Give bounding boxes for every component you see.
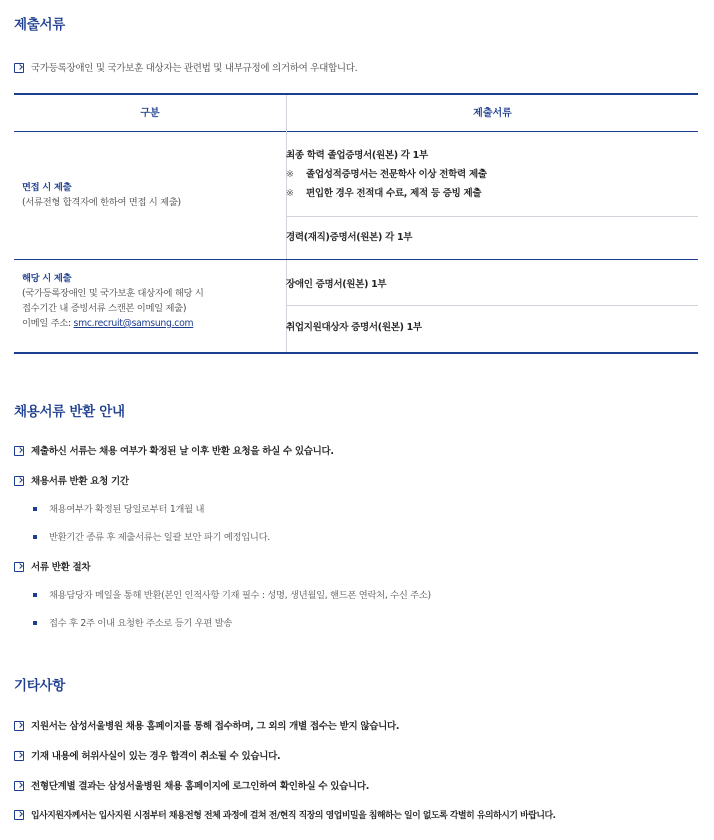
doc-employment-support: 취업지원대상자 증명서(원본) 1부: [286, 322, 422, 333]
table-header: [14, 95, 698, 132]
doc-diploma-note-1: ※ 졸업성적증명서는 전문학사 이상 전학력 제출: [286, 169, 487, 180]
group-applicable-desc-1: (국가등록장애인 및 국가보훈 대상자에 해당 시: [22, 288, 204, 299]
note-line: [14, 60, 357, 74]
header-documents: 제출서류: [473, 108, 512, 119]
square-bullet-icon: [33, 507, 37, 511]
checkbox-icon: [14, 446, 24, 456]
checkbox-icon: [14, 562, 24, 572]
email-label: 이메일 주소:: [22, 318, 74, 329]
checkbox-icon: [14, 63, 24, 73]
group-applicable-desc-2: 접수기간 내 증빙서류 스캔본 이메일 제출): [22, 303, 187, 314]
etc-item-1: 지원서는 삼성서울병원 채용 홈페이지를 통해 접수하며, 그 외의 개별 접수는 받지 않습니다.: [14, 718, 399, 732]
email-line: [22, 316, 204, 331]
square-bullet-icon: [33, 593, 37, 597]
return-period-bullet-2: 반환기간 종류 후 제출서류는 일괄 보안 파기 예정입니다.: [33, 529, 270, 543]
doc-career: 경력(재직)증명서(원본) 각 1부: [286, 232, 413, 243]
section-title-return-docs: 채용서류 반환 안내: [14, 404, 125, 420]
row-divider: [287, 305, 698, 306]
checkbox-icon: [14, 751, 24, 761]
group-interview-desc: (서류전형 합격자에 한하여 면접 시 제출): [22, 197, 181, 208]
group-interview: [22, 180, 181, 210]
doc-disability: 장애인 증명서(원본) 1부: [286, 279, 387, 290]
doc-diploma-note-2: ※ 편입한 경우 전적대 수료, 제적 등 증빙 제출: [286, 188, 482, 199]
header-category: 구분: [140, 108, 160, 119]
email-link[interactable]: smc.recruit@samsung.com: [73, 318, 194, 329]
group-divider: [14, 259, 698, 260]
section-title-etc: 기타사항: [14, 678, 65, 694]
etc-item-3: 전형단계별 결과는 삼성서울병원 채용 홈페이지에 로그인하여 확인하실 수 있습니다.: [14, 778, 369, 792]
square-bullet-icon: [33, 535, 37, 539]
return-procedure-bullet-1: 채용담당자 메일을 통해 반환(본인 인적사항 기재 필수 : 성명, 생년월일, 핸드폰 연락처, 수신 주소): [33, 587, 431, 601]
group-when-applicable: [22, 271, 204, 331]
checkbox-icon: [14, 721, 24, 731]
checkbox-icon: [14, 781, 24, 791]
group-interview-title: 면접 시 제출: [22, 182, 72, 193]
square-bullet-icon: [33, 621, 37, 625]
note-text: 국가등록장애인 및 국가보훈 대상자는 관련법 및 내부규정에 의거하여 우대합니다.: [31, 63, 358, 74]
return-item-1: 제출하신 서류는 채용 여부가 확정된 날 이후 반환 요청을 하실 수 있습니다.: [14, 443, 334, 457]
doc-diploma: [286, 146, 487, 203]
etc-item-2: 기재 내용에 허위사실이 있는 경우 합격이 취소될 수 있습니다.: [14, 748, 280, 762]
doc-diploma-main: 최종 학력 졸업증명서(원본) 각 1부: [286, 150, 428, 161]
group-applicable-title: 해당 시 제출: [22, 273, 72, 284]
checkbox-icon: [14, 476, 24, 486]
column-divider: [286, 95, 287, 352]
return-item-2: 채용서류 반환 요청 기간: [14, 473, 129, 487]
return-procedure-bullet-2: 접수 후 2주 이내 요청한 주소로 등기 우편 발송: [33, 615, 232, 629]
section-title-submit-docs: 제출서류: [14, 17, 65, 33]
row-divider: [287, 216, 698, 217]
checkbox-icon: [14, 810, 24, 820]
return-period-bullet-1: 채용여부가 확정된 당일로부터 1개월 내: [33, 501, 204, 515]
return-item-3: 서류 반환 절차: [14, 559, 90, 573]
etc-item-4: 입사지원자께서는 입사지원 시점부터 채용전형 전체 과정에 걸쳐 전/현직 직장의 영업비밀을 침해하는 일이 없도록 각별히 유의하시기 바랍니다.: [14, 808, 556, 821]
